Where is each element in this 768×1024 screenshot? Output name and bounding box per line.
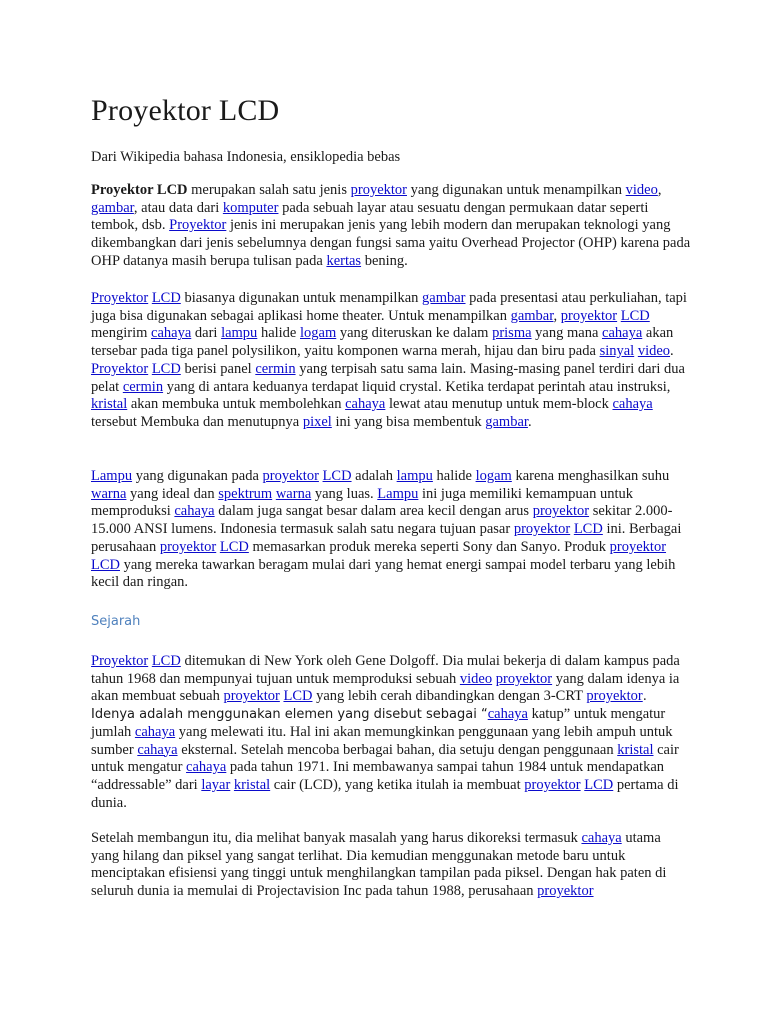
text-run: pada presentasi atau perkuliahan, tapi juga bisa digunakan sebagai aplikasi home theater. Untuk menampilkan: [91, 290, 687, 324]
wiki-link[interactable]: cahaya: [186, 759, 227, 776]
text-run: utama yang hilang dan piksel yang sangat terlihat. Dia kemudian menggunakan metode baru untuk menciptakan efisiensi yang tinggi untuk menghilangkan tampilan pada piksel. Dengan hak paten di seluruh dunia ia memulai di Projectavision Inc pada tahun 1988, perusahaan: [91, 830, 667, 900]
text-run: akan membuka untuk membolehkan: [127, 396, 346, 413]
text-run: .: [670, 343, 674, 360]
text-run: yang di antara keduanya terdapat liquid crystal. Ketika terdapat perintah atau instruksi,: [163, 378, 671, 395]
wiki-link[interactable]: cahaya: [612, 396, 653, 413]
wiki-link[interactable]: kristal: [233, 776, 271, 793]
wiki-link[interactable]: cahaya: [151, 325, 192, 342]
wiki-link[interactable]: gambar: [485, 413, 528, 430]
wiki-link[interactable]: proyektor: [586, 688, 643, 705]
text-run: eksternal. Setelah mencoba berbagai bahan, dia setuju dengan penggunaan: [177, 741, 618, 758]
wiki-link[interactable]: pixel: [302, 413, 332, 430]
text-run: yang mana: [531, 325, 603, 342]
text-run: Setelah membangun itu, dia melihat banyak masalah yang harus dikoreksi termasuk: [91, 830, 582, 846]
text-run: dalam juga sangat besar dalam area kecil dengan arus: [214, 503, 533, 520]
wiki-link[interactable]: video: [459, 670, 493, 687]
wiki-link[interactable]: lampu: [221, 325, 258, 342]
paragraph-history: [91, 653, 691, 812]
text-run: akan tersebar pada tiga panel polysilikon, yaitu komponen warna merah, hijau dan biru pada: [91, 325, 674, 360]
text-run: mengirim: [91, 325, 152, 342]
wiki-link[interactable]: logam: [300, 325, 337, 342]
text-run: yang ideal dan: [126, 485, 219, 502]
text-run: ,: [657, 182, 662, 198]
wiki-link[interactable]: cahaya: [345, 396, 386, 413]
wiki-link[interactable]: LCD: [219, 538, 249, 555]
wiki-link[interactable]: proyektor: [532, 503, 590, 520]
page-tagline: Dari Wikipedia bahasa Indonesia, ensiklopedia bebas: [91, 149, 401, 165]
wiki-link[interactable]: LCD: [151, 360, 181, 377]
wiki-link[interactable]: Proyektor: [91, 653, 149, 669]
text-run: yang melewati itu. Hal ini akan memungkinkan penggunaan yang lebih ampuh untuk sumber: [91, 723, 673, 758]
wiki-link[interactable]: LCD: [322, 468, 352, 484]
text-run: yang terpisah satu sama lain. Masing-masing panel terdiri dari dua pelat: [91, 360, 685, 395]
text-run: ini yang bisa membentuk: [331, 413, 486, 430]
wiki-link[interactable]: proyektor: [537, 883, 594, 900]
text-run: ini. Berbagai perusahaan: [91, 521, 682, 555]
wiki-link[interactable]: cahaya: [174, 503, 215, 520]
text-run: cair (LCD), yang ketika itulah ia membuat: [270, 776, 525, 793]
wiki-link[interactable]: gambar: [91, 199, 134, 216]
text-run: berisi panel: [180, 360, 256, 377]
wiki-link[interactable]: proyektor: [513, 521, 571, 538]
text-run: jenis ini merupakan jenis yang lebih modern dan merupakan teknologi yang dikembangkan dari jenis sebelumnya dengan fungsi sama yaitu Overhead Projector (OHP) karena pada OHP datanya masih berupa tulisan pada: [91, 217, 691, 269]
text-run: yang dalam idenya ia akan membuat sebuah: [91, 670, 680, 705]
wiki-link[interactable]: spektrum: [218, 485, 273, 502]
wiki-link[interactable]: cahaya: [581, 830, 622, 846]
text-run: adalah: [351, 468, 397, 484]
wiki-link[interactable]: LCD: [151, 653, 181, 669]
wiki-link[interactable]: video: [637, 343, 671, 360]
paragraph-lamp: [91, 468, 691, 592]
wiki-link[interactable]: kristal: [617, 741, 654, 758]
text-run: .: [527, 413, 532, 430]
text-run: yang luas.: [311, 485, 378, 502]
wiki-link[interactable]: cermin: [122, 378, 164, 395]
wiki-link[interactable]: logam: [475, 468, 512, 484]
wiki-link[interactable]: Lampu: [377, 485, 419, 502]
wiki-link[interactable]: Proyektor: [91, 290, 149, 306]
text-run: halide: [257, 325, 300, 342]
wiki-link[interactable]: cahaya: [134, 723, 176, 740]
text-run: ditemukan di New York oleh Gene Dolgoff. Dia mulai bekerja di dalam kampus pada tahun 1968 dan mempunyai tujuan untuk memproduksi sebuah: [91, 653, 680, 687]
text-run: . Idenya adalah menggunakan elemen yang disebut sebagai “: [91, 689, 647, 723]
wiki-link[interactable]: proyektor: [609, 538, 667, 555]
text-run: pada sebuah layar atau sesuatu dengan permukaan datar seperti tembok, dsb.: [91, 199, 649, 234]
text-run: katup” untuk mengatur jumlah: [91, 706, 666, 740]
text-run: yang digunakan pada: [132, 468, 263, 484]
text-run: memasarkan produk mereka seperti Sony dan Sanyo. Produk: [248, 538, 610, 555]
text-run: merupakan salah satu jenis: [187, 182, 351, 198]
wiki-link[interactable]: cahaya: [602, 325, 643, 342]
text-run: halide: [432, 468, 476, 484]
wiki-link[interactable]: kertas: [326, 252, 362, 269]
wiki-link[interactable]: komputer: [222, 199, 279, 216]
text-run: sekitar 2.000-15.000 ANSI lumens. Indonesia termasuk salah satu negara tujuan pasar: [91, 503, 673, 538]
text-run: lewat atau menutup untuk mem-block: [385, 396, 613, 413]
text-run: yang lebih cerah dibandingkan dengan 3-CRT: [312, 688, 587, 705]
wiki-link[interactable]: sinyal: [599, 343, 635, 360]
wiki-link[interactable]: prisma: [492, 325, 532, 342]
text-run: ini juga memiliki kemampuan untuk memproduksi: [91, 485, 634, 520]
text-run: pada tahun 1971. Ini membawanya sampai tahun 1984 untuk mendapatkan “addressable” dari: [91, 759, 665, 793]
text-run: tersebut Membuka dan menutupnya: [91, 413, 303, 430]
wiki-link[interactable]: LCD: [151, 290, 181, 306]
wiki-link[interactable]: proyektor: [159, 538, 217, 555]
wiki-link[interactable]: LCD: [584, 776, 614, 793]
wiki-link[interactable]: layar: [201, 776, 231, 793]
text-run: cair untuk mengatur: [91, 741, 679, 776]
wiki-link[interactable]: Proyektor: [91, 360, 149, 377]
wiki-link[interactable]: proyektor: [524, 776, 581, 793]
wiki-link[interactable]: kristal: [91, 396, 128, 413]
wiki-link[interactable]: warna: [91, 485, 127, 502]
paragraph-intro: [91, 182, 691, 271]
wiki-link[interactable]: proyektor: [495, 670, 553, 687]
wiki-link[interactable]: gambar: [422, 290, 466, 306]
wiki-link[interactable]: LCD: [283, 688, 313, 705]
text-run: , atau data dari: [133, 199, 223, 216]
paragraph-usage: [91, 290, 691, 432]
wiki-link[interactable]: LCD: [91, 556, 120, 573]
text-run: biasanya digunakan untuk menampilkan: [180, 290, 423, 306]
wiki-link[interactable]: cahaya: [137, 741, 178, 758]
wiki-link[interactable]: video: [625, 182, 658, 198]
text-run: bening.: [361, 252, 408, 269]
text-run: dari: [191, 325, 222, 342]
wiki-link[interactable]: LCD: [573, 521, 603, 538]
wiki-link[interactable]: proyektor: [223, 688, 280, 705]
page-title: Proyektor LCD: [91, 94, 280, 127]
wiki-link[interactable]: LCD: [620, 307, 650, 324]
wiki-link[interactable]: gambar: [510, 307, 554, 324]
wiki-link[interactable]: Proyektor: [169, 217, 227, 234]
text-run: yang diteruskan ke dalam: [336, 325, 493, 342]
wiki-link[interactable]: proyektor: [350, 182, 407, 198]
wiki-link[interactable]: proyektor: [560, 307, 618, 324]
wiki-link[interactable]: lampu: [396, 468, 433, 484]
text-run: karena menghasilkan suhu: [511, 468, 670, 484]
wiki-link[interactable]: Lampu: [91, 468, 133, 484]
section-heading-sejarah: Sejarah: [91, 614, 141, 629]
bold-term: Proyektor LCD: [91, 182, 188, 198]
paragraph-history-2: [91, 830, 691, 901]
text-run: pertama di dunia.: [91, 776, 679, 811]
wiki-link[interactable]: cermin: [255, 360, 296, 377]
text-run: ,: [553, 307, 561, 324]
text-run: yang mereka tawarkan beragam mulai dari yang hemat energi sampai model terbaru yang lebih kecil dan ringan.: [91, 556, 676, 591]
wiki-link[interactable]: cahaya: [487, 706, 528, 723]
wiki-link[interactable]: warna: [275, 485, 312, 502]
text-run: yang digunakan untuk menampilkan: [406, 182, 626, 198]
wiki-link[interactable]: proyektor: [262, 468, 319, 484]
